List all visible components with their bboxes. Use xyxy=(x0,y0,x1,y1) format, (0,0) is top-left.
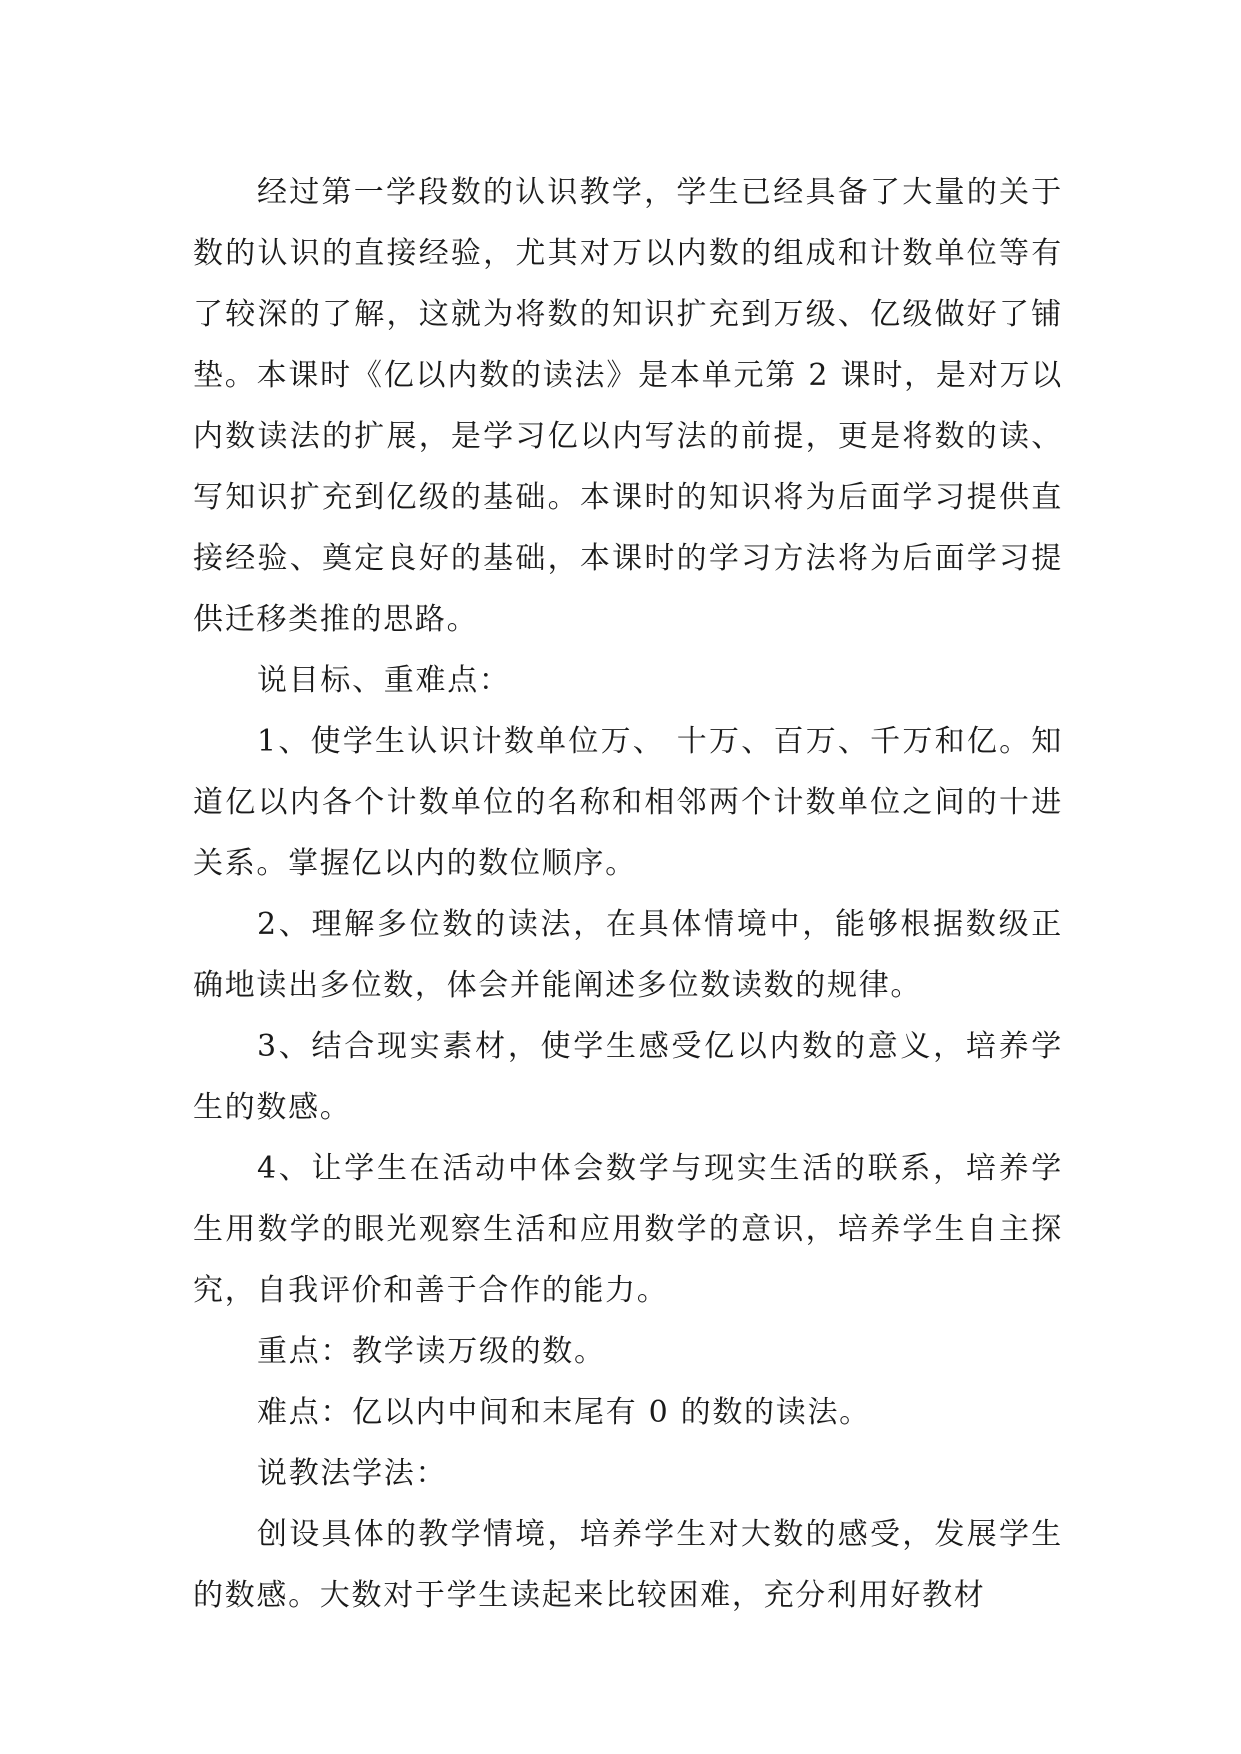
paragraph-methods: 创设具体的教学情境，培养学生对大数的感受，发展学生的数感。大数对于学生读起来比较困难，充分利用好教材 xyxy=(193,1517,1063,1613)
objective-4: 4、让学生在活动中体会数学与现实生活的联系，培养学生用数学的眼光观察生活和应用数学的意识，培养学生自主探究，自我评价和善于合作的能力。 xyxy=(193,1151,1063,1308)
objective-1: 1、使学生认识计数单位万、 十万、百万、千万和亿。知道亿以内各个计数单位的名称和相邻两个计数单位之间的十进关系。掌握亿以内的数位顺序。 xyxy=(193,724,1063,881)
objective-2: 2、理解多位数的读法，在具体情境中，能够根据数级正确地读出多位数，体会并能阐述多位数读数的规律。 xyxy=(193,907,1063,1003)
objective-3: 3、结合现实素材，使学生感受亿以内数的意义，培养学生的数感。 xyxy=(193,1029,1063,1125)
difficult-point: 难点：亿以内中间和末尾有 0 的数的读法。 xyxy=(257,1395,871,1430)
heading-objectives: 说目标、重难点： xyxy=(257,663,511,698)
paragraph-intro: 经过第一学段数的认识教学，学生已经具备了大量的关于数的认识的直接经验，尤其对万以内数的组成和计数单位等有了较深的了解，这就为将数的知识扩充到万级、亿级做好了铺垫。本课时《亿以内数的读法》是本单元第 2 课时，是对万以内数读法的扩展，是学习亿以内写法的前提，更是将数的读、写知识扩充到亿级的基础。本课时的知识将为后面学习提供直接经验、奠定良好的基础，本课时的学习方法将为后面学习提供迁移类推的思路。 xyxy=(193,175,1063,637)
key-point: 重点：教学读万级的数。 xyxy=(257,1334,606,1369)
heading-methods: 说教法学法： xyxy=(257,1456,448,1491)
body-text xyxy=(193,162,1063,1626)
